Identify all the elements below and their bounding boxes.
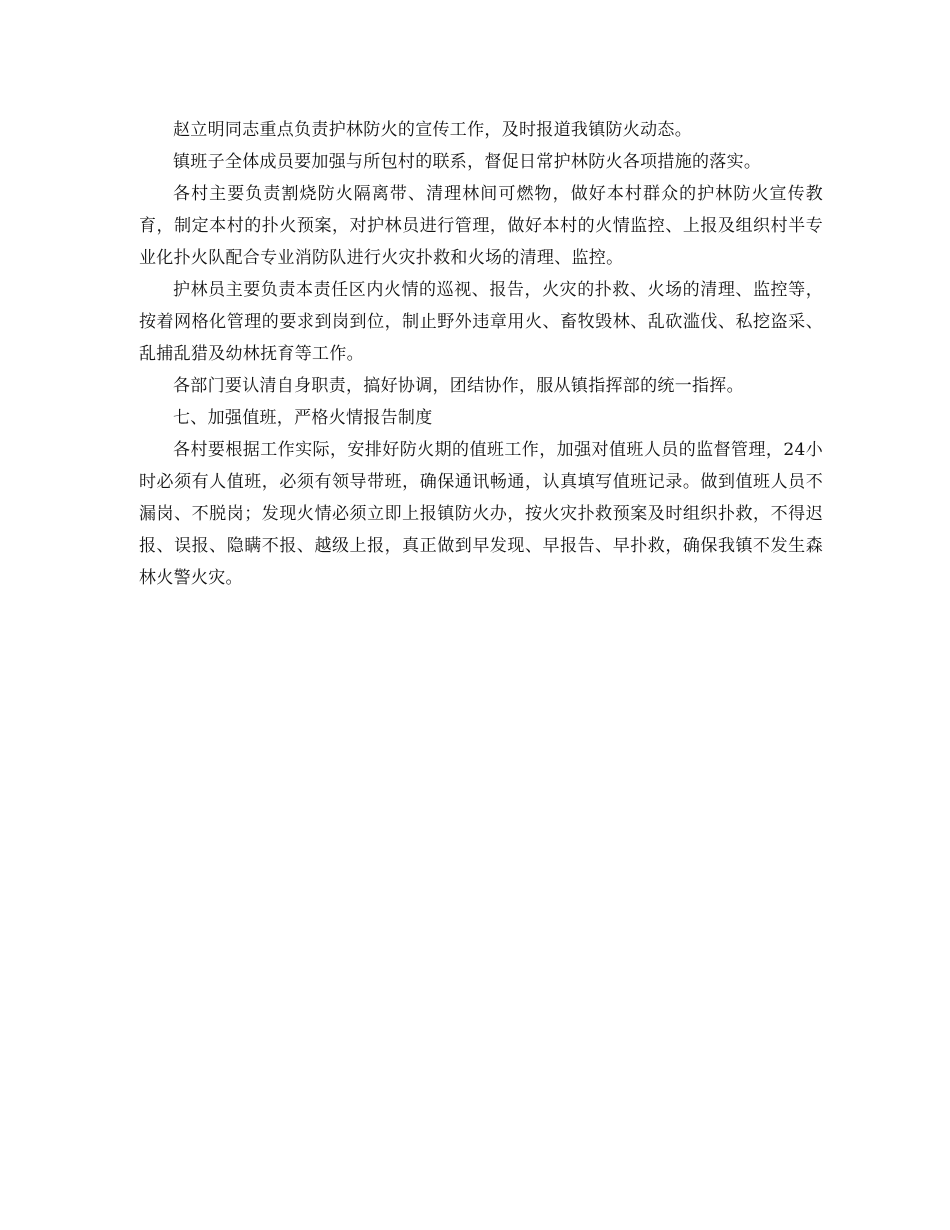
section-heading-duty-reporting: 七、加强值班，严格火情报告制度 (173, 408, 433, 428)
paragraph-department-duties: 各部门要认清自身职责，搞好协调，团结协作，服从镇指挥部的统一指挥。 (173, 376, 744, 396)
paragraph-leadership-liaison: 镇班子全体成员要加强与所包村的联系，督促日常护林防火各项措施的落实。 (173, 152, 762, 172)
paragraph-duty-reporting: 各村要根据工作实际，安排好防火期的值班工作，加强对值班人员的监督管理，24小时必须有人值班，必须有领导带班，确保通讯畅通，认真填写值班记录。做到值班人员不漏岗、不脱岗；发现火情必须立即上报镇防火办，按火灾扑救预案及时组织扑救，不得迟报、误报、隐瞒不报、越级上报，真正做到早发现、早报告、早扑救，确保我镇不发生森林火警火灾。 (139, 440, 823, 588)
paragraph-village-duties: 各村主要负责割烧防火隔离带、清理林间可燃物，做好本村群众的护林防火宣传教育，制定本村的扑火预案，对护林员进行管理，做好本村的火情监控、上报及组织村半专业化扑火队配合专业消防队进行火灾扑救和火场的清理、监控。 (139, 184, 823, 268)
paragraph-ranger-duties: 护林员主要负责本责任区内火情的巡视、报告，火灾的扑救、火场的清理、监控等，按着网格化管理的要求到岗到位，制止野外违章用火、畜牧毁林、乱砍滥伐、私挖盗采、乱捕乱猎及幼林抚育等工作。 (139, 280, 823, 364)
document-body (139, 114, 823, 594)
paragraph-publicity-duty: 赵立明同志重点负责护林防火的宣传工作，及时报道我镇防火动态。 (173, 120, 692, 140)
